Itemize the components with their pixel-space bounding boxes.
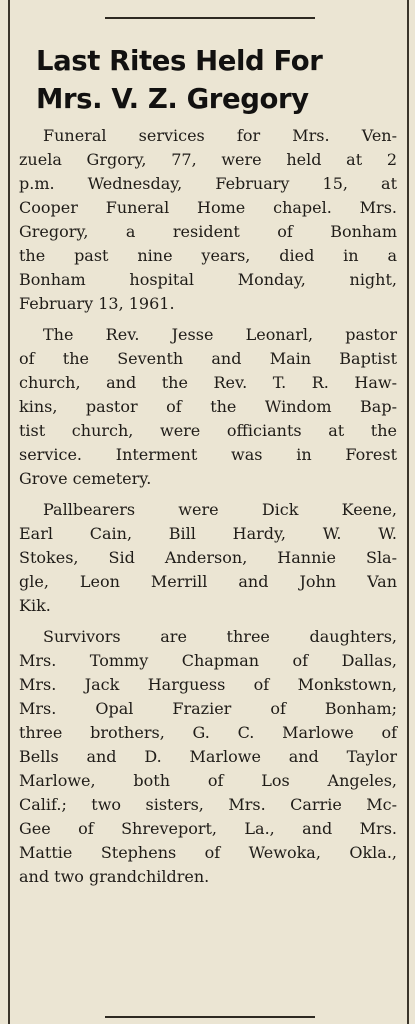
text-line: Marlowe, both of Los Angeles, bbox=[19, 771, 397, 790]
text-line: Kik. bbox=[19, 596, 51, 615]
text-line: Mrs. Tommy Chapman of Dallas, bbox=[19, 651, 397, 670]
text-line: Funeral services for Mrs. Ven- bbox=[43, 126, 397, 145]
column-rule-left bbox=[8, 0, 10, 1024]
article-paragraph bbox=[19, 498, 397, 618]
text-line: gle, Leon Merrill and John Van bbox=[19, 572, 397, 591]
text-line: three brothers, G. C. Marlowe of bbox=[19, 723, 397, 742]
text-line: Calif.; two sisters, Mrs. Carrie Mc- bbox=[19, 795, 397, 814]
text-line: Bells and D. Marlowe and Taylor bbox=[19, 747, 397, 766]
text-line: Mrs. Jack Harguess of Monkstown, bbox=[19, 675, 397, 694]
text-line: Gee of Shreveport, La., and Mrs. bbox=[19, 819, 397, 838]
text-line: and two grandchildren. bbox=[19, 867, 210, 886]
article-paragraph bbox=[19, 323, 397, 491]
headline-line: Mrs. V. Z. Gregory bbox=[36, 83, 309, 115]
text-line: Stokes, Sid Anderson, Hannie Sla- bbox=[19, 548, 397, 567]
headline-line: Last Rites Held For bbox=[36, 45, 323, 77]
text-line: The Rev. Jesse Leonarl, pastor bbox=[43, 325, 397, 344]
text-line: church, and the Rev. T. R. Haw- bbox=[19, 373, 397, 392]
text-line: Bonham hospital Monday, night, bbox=[19, 270, 397, 289]
text-line: Grove cemetery. bbox=[19, 469, 152, 488]
text-line: Pallbearers were Dick Keene, bbox=[43, 500, 397, 519]
text-line: Earl Cain, Bill Hardy, W. W. bbox=[19, 524, 397, 543]
text-line: p.m. Wednesday, February 15, at bbox=[19, 174, 397, 193]
headline bbox=[36, 42, 391, 118]
text-line: Mattie Stephens of Wewoka, Okla., bbox=[19, 843, 397, 862]
text-line: Mrs. Opal Frazier of Bonham; bbox=[19, 699, 397, 718]
article-paragraph bbox=[19, 124, 397, 316]
text-line: service. Interment was in Forest bbox=[19, 445, 397, 464]
text-line: tist church, were officiants at the bbox=[19, 421, 397, 440]
top-rule bbox=[105, 17, 315, 19]
text-line: kins, pastor of the Windom Bap- bbox=[19, 397, 397, 416]
article-body bbox=[19, 124, 397, 896]
text-line: of the Seventh and Main Baptist bbox=[19, 349, 397, 368]
text-line: Survivors are three daughters, bbox=[43, 627, 397, 646]
text-line: Cooper Funeral Home chapel. Mrs. bbox=[19, 198, 397, 217]
text-line: February 13, 1961. bbox=[19, 294, 175, 313]
text-line: zuela Grgory, 77, were held at 2 bbox=[19, 150, 397, 169]
article-paragraph bbox=[19, 625, 397, 889]
text-line: Gregory, a resident of Bonham bbox=[19, 222, 397, 241]
bottom-rule bbox=[105, 1016, 315, 1018]
column-rule-right bbox=[407, 0, 409, 1024]
text-line: the past nine years, died in a bbox=[19, 246, 397, 265]
